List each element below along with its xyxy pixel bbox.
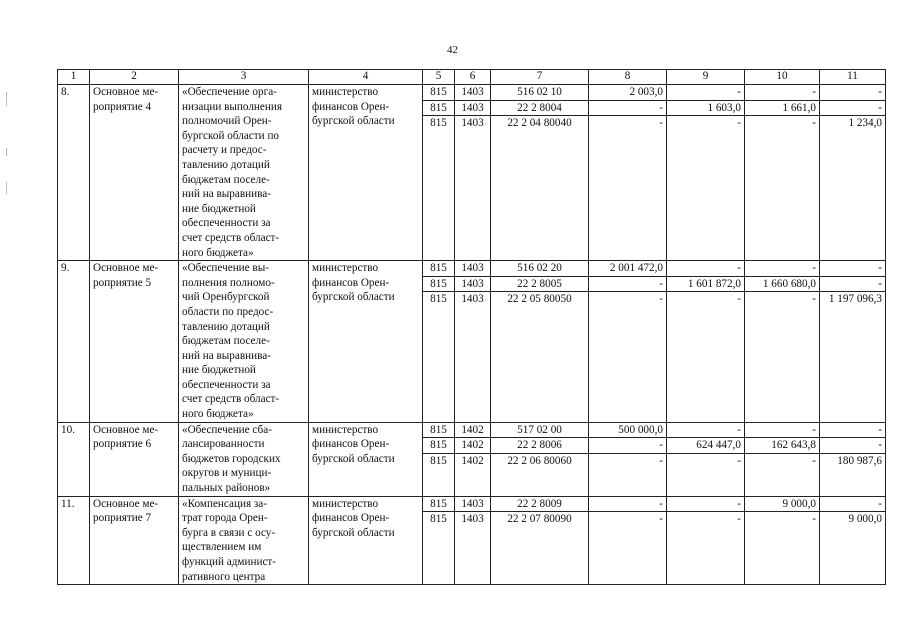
event-description [179,422,309,496]
amount-col-9: 1 603,0 [667,100,745,116]
responsible-executor [309,496,423,585]
event-description-line: тавлению дотаций [182,158,270,171]
target-article-code: 22 2 07 80090 [491,512,589,585]
amount-col-11: - [820,85,886,101]
table-row [58,261,886,277]
margin-mark [6,148,7,156]
amount-col-8: - [589,438,667,454]
responsible-executor [309,261,423,423]
event-description-line: округов и муници- [182,467,272,480]
ministry-code: 815 [423,422,455,438]
responsible-executor [309,85,423,261]
responsible-executor [309,422,423,496]
row-number: 8. [58,85,90,261]
amount-col-8: 500 000,0 [589,422,667,438]
event-description [179,85,309,261]
event-description-line: расчету и предос- [182,144,267,157]
event-description-line: счет средств област- [182,393,280,406]
event-description-line: ние бюджетной [182,202,256,215]
column-header-7: 7 [491,70,589,85]
section-code: 1403 [455,512,491,585]
event-description-line: «Компенсация за- [182,497,267,510]
section-code: 1402 [455,422,491,438]
amount-col-8: - [589,512,667,585]
amount-col-11: 9 000,0 [820,512,886,585]
ministry-code: 815 [423,292,455,422]
margin-mark [6,182,7,194]
amount-col-10: - [745,85,820,101]
event-description-line: функций админист- [182,556,277,568]
responsible-executor-line: финансов Орен- [312,438,390,451]
ministry-code: 815 [423,116,455,261]
event-description-line: низации выполнения [182,100,283,113]
ministry-code: 815 [423,438,455,454]
table-row [58,422,886,438]
amount-col-8: 2 001 472,0 [589,261,667,277]
event-description-line: «Обеспечение сба- [182,423,272,436]
amount-col-8: - [589,292,667,422]
target-article-code: 22 2 05 80050 [491,292,589,422]
amount-col-11: - [820,261,886,277]
ministry-code: 815 [423,512,455,585]
amount-col-11: - [820,496,886,512]
column-header-9: 9 [667,70,745,85]
responsible-executor-line: министерство [312,497,379,510]
target-article-code: 22 2 8004 [491,100,589,116]
ministry-code: 815 [423,261,455,277]
event-description-line: ративного центра [182,570,266,583]
amount-col-9: - [667,261,745,277]
ministry-code: 815 [423,100,455,116]
event-name [90,261,179,423]
event-name-line: Основное ме- [93,497,159,510]
target-article-code: 22 2 04 80040 [491,116,589,261]
ministry-code: 815 [423,85,455,101]
ministry-code: 815 [423,453,455,496]
event-description-line: тавлению дотаций [182,320,270,333]
table-row [58,496,886,512]
row-number: 10. [58,422,90,496]
event-name-line: роприятие 5 [93,276,152,289]
amount-col-9: - [667,422,745,438]
event-description-line: обеспеченности за [182,378,271,391]
event-name-line: роприятие 7 [93,512,152,525]
column-header-11: 11 [820,70,886,85]
amount-col-10: - [745,453,820,496]
section-code: 1403 [455,276,491,292]
page-number: 42 [447,44,458,56]
target-article-code: 22 2 8006 [491,438,589,454]
target-article-code: 22 2 8005 [491,276,589,292]
table-body [58,85,886,585]
event-description-line: обеспеченности за [182,217,271,230]
amount-col-10: 162 643,8 [745,438,820,454]
amount-col-9: - [667,453,745,496]
amount-col-11: 1 234,0 [820,116,886,261]
event-name [90,422,179,496]
section-code: 1403 [455,85,491,101]
amount-col-11: 1 197 096,3 [820,292,886,422]
column-header-3: 3 [179,70,309,85]
responsible-executor-line: бургской области [312,291,395,304]
section-code: 1403 [455,496,491,512]
amount-col-8: - [589,116,667,261]
event-description-line: области по предос- [182,305,274,318]
target-article-code: 516 02 10 [491,85,589,101]
responsible-executor-line: финансов Орен- [312,512,390,525]
column-header-8: 8 [589,70,667,85]
column-header-2: 2 [90,70,179,85]
amount-col-8: - [589,453,667,496]
event-description-line: чий Оренбургской [182,291,270,304]
responsible-executor-line: бургской области [312,452,395,465]
amount-col-11: - [820,422,886,438]
amount-col-8: - [589,100,667,116]
amount-col-9: 624 447,0 [667,438,745,454]
responsible-executor-line: финансов Орен- [312,100,390,113]
amount-col-11: - [820,100,886,116]
budget-table [57,69,886,585]
section-code: 1403 [455,292,491,422]
ministry-code: 815 [423,276,455,292]
event-description-line: бюджетов городских [182,452,281,465]
margin-mark [6,92,7,106]
event-name-line: роприятие 4 [93,100,152,113]
column-header-6: 6 [455,70,491,85]
amount-col-8: 2 003,0 [589,85,667,101]
responsible-executor-line: министерство [312,262,379,275]
event-description [179,496,309,585]
responsible-executor-line: бургской области [312,526,395,539]
amount-col-10: 1 661,0 [745,100,820,116]
amount-col-8: - [589,496,667,512]
amount-col-9: 1 601 872,0 [667,276,745,292]
event-description-line: полнения полномо- [182,276,275,289]
event-description-line: бюджетам поселе- [182,173,270,186]
amount-col-10: - [745,512,820,585]
event-description-line: ного бюджета» [182,246,254,259]
event-name-line: роприятие 6 [93,438,152,451]
responsible-executor-line: бургской области [312,115,395,128]
responsible-executor-line: министерство [312,86,379,98]
event-name [90,496,179,585]
event-description-line: трат города Орен- [182,512,268,525]
event-name-line: Основное ме- [93,423,159,436]
amount-col-9: - [667,292,745,422]
amount-col-11: - [820,276,886,292]
event-description-line: ний на выравнива- [182,349,271,362]
amount-col-10: - [745,261,820,277]
event-description-line: ществлением им [182,541,262,554]
section-code: 1403 [455,100,491,116]
event-description-line: бюджетам поселе- [182,335,270,348]
target-article-code: 22 2 06 80060 [491,453,589,496]
section-code: 1403 [455,116,491,261]
ministry-code: 815 [423,496,455,512]
responsible-executor-line: финансов Орен- [312,276,390,289]
amount-col-9: - [667,496,745,512]
amount-col-11: - [820,438,886,454]
column-header-1: 1 [58,70,90,85]
event-description-line: лансированности [182,438,265,451]
amount-col-9: - [667,512,745,585]
amount-col-11: 180 987,6 [820,453,886,496]
section-code: 1402 [455,453,491,496]
event-description-line: ного бюджета» [182,408,254,421]
amount-col-9: - [667,85,745,101]
event-description [179,261,309,423]
amount-col-10: - [745,116,820,261]
header-row [58,70,886,85]
event-name-line: Основное ме- [93,86,159,98]
event-description-line: пальных районов» [182,482,271,495]
column-header-4: 4 [309,70,423,85]
event-description-line: ние бюджетной [182,364,256,377]
section-code: 1402 [455,438,491,454]
event-description-line: бургской области по [182,129,280,142]
amount-col-8: - [589,276,667,292]
column-header-10: 10 [745,70,820,85]
event-description-line: счет средств област- [182,231,280,244]
event-name [90,85,179,261]
target-article-code: 516 02 20 [491,261,589,277]
event-description-line: «Обеспечение орга- [182,86,277,98]
amount-col-10: - [745,422,820,438]
event-description-line: полномочий Орен- [182,115,272,128]
column-header-5: 5 [423,70,455,85]
amount-col-10: 1 660 680,0 [745,276,820,292]
event-description-line: бурга в связи с осу- [182,526,276,539]
section-code: 1403 [455,261,491,277]
target-article-code: 517 02 00 [491,422,589,438]
amount-col-10: 9 000,0 [745,496,820,512]
responsible-executor-line: министерство [312,423,379,436]
amount-col-9: - [667,116,745,261]
amount-col-10: - [745,292,820,422]
target-article-code: 22 2 8009 [491,496,589,512]
event-name-line: Основное ме- [93,262,159,275]
row-number: 11. [58,496,90,585]
table-row [58,85,886,101]
row-number: 9. [58,261,90,423]
event-description-line: ний на выравнива- [182,188,271,201]
event-description-line: «Обеспечение вы- [182,262,269,275]
